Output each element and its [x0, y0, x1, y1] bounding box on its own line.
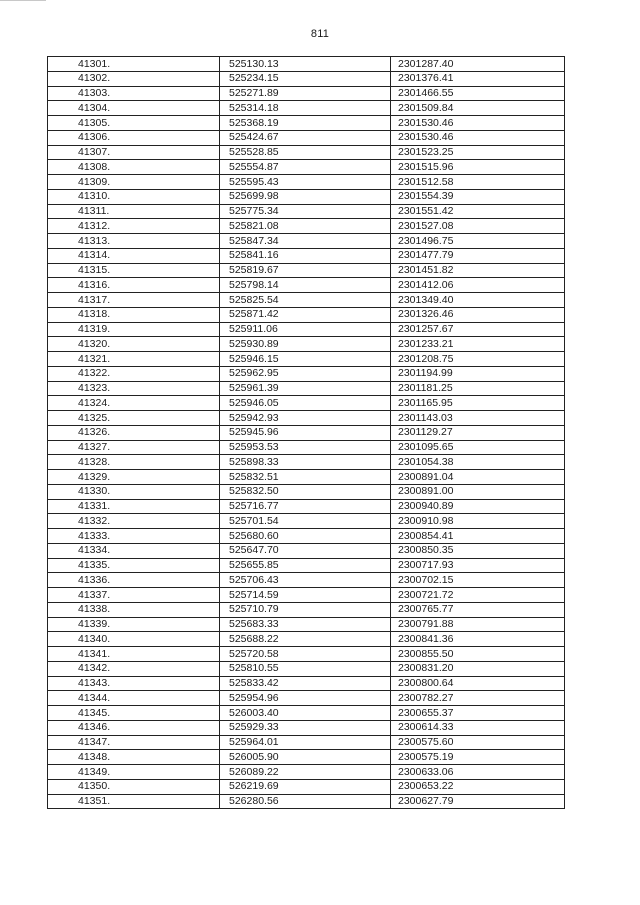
x-coordinate-cell: 526089.22 [220, 765, 391, 780]
page-number: 811 [310, 28, 330, 40]
point-number-cell: 41305. [48, 116, 220, 131]
x-coordinate-cell: 526003.40 [220, 706, 391, 721]
x-coordinate-cell: 525821.08 [220, 219, 391, 234]
y-coordinate-cell: 2301523.25 [391, 145, 565, 160]
point-number-cell: 41351. [48, 794, 220, 809]
x-coordinate-cell: 525720.58 [220, 647, 391, 662]
y-coordinate-cell: 2301466.55 [391, 86, 565, 101]
y-coordinate-cell: 2301512.58 [391, 175, 565, 190]
y-coordinate-cell: 2300891.04 [391, 470, 565, 485]
table-row [48, 101, 565, 116]
point-number-cell: 41314. [48, 248, 220, 263]
point-number-cell: 41336. [48, 573, 220, 588]
point-number-cell: 41308. [48, 160, 220, 175]
table-row [48, 499, 565, 514]
x-coordinate-cell: 525680.60 [220, 529, 391, 544]
point-number-cell: 41337. [48, 588, 220, 603]
point-number-cell: 41332. [48, 514, 220, 529]
table-row [48, 425, 565, 440]
point-number-cell: 41306. [48, 130, 220, 145]
x-coordinate-cell: 525810.55 [220, 661, 391, 676]
table-row [48, 676, 565, 691]
x-coordinate-cell: 526219.69 [220, 779, 391, 794]
point-number-cell: 41331. [48, 499, 220, 514]
table-row [48, 248, 565, 263]
y-coordinate-cell: 2301287.40 [391, 57, 565, 72]
table-row [48, 160, 565, 175]
y-coordinate-cell: 2301551.42 [391, 204, 565, 219]
point-number-cell: 41318. [48, 307, 220, 322]
x-coordinate-cell: 525946.15 [220, 352, 391, 367]
x-coordinate-cell: 525706.43 [220, 573, 391, 588]
table-row [48, 720, 565, 735]
point-number-cell: 41343. [48, 676, 220, 691]
point-number-cell: 41338. [48, 602, 220, 617]
coordinate-table [47, 56, 565, 809]
y-coordinate-cell: 2300855.50 [391, 647, 565, 662]
point-number-cell: 41335. [48, 558, 220, 573]
point-number-cell: 41317. [48, 293, 220, 308]
x-coordinate-cell: 525699.98 [220, 189, 391, 204]
table-row [48, 116, 565, 131]
table-row [48, 381, 565, 396]
x-coordinate-cell: 525424.67 [220, 130, 391, 145]
table-row [48, 189, 565, 204]
point-number-cell: 41311. [48, 204, 220, 219]
point-number-cell: 41330. [48, 484, 220, 499]
table-row [48, 632, 565, 647]
x-coordinate-cell: 525683.33 [220, 617, 391, 632]
y-coordinate-cell: 2300633.06 [391, 765, 565, 780]
table-row [48, 366, 565, 381]
x-coordinate-cell: 525714.59 [220, 588, 391, 603]
point-number-cell: 41324. [48, 396, 220, 411]
x-coordinate-cell: 525130.13 [220, 57, 391, 72]
table-row [48, 130, 565, 145]
y-coordinate-cell: 2301554.39 [391, 189, 565, 204]
x-coordinate-cell: 525271.89 [220, 86, 391, 101]
point-number-cell: 41346. [48, 720, 220, 735]
y-coordinate-cell: 2300910.98 [391, 514, 565, 529]
x-coordinate-cell: 525775.34 [220, 204, 391, 219]
point-number-cell: 41340. [48, 632, 220, 647]
x-coordinate-cell: 525314.18 [220, 101, 391, 116]
point-number-cell: 41345. [48, 706, 220, 721]
y-coordinate-cell: 2300575.60 [391, 735, 565, 750]
x-coordinate-cell: 525954.96 [220, 691, 391, 706]
y-coordinate-cell: 2301194.99 [391, 366, 565, 381]
x-coordinate-cell: 525825.54 [220, 293, 391, 308]
point-number-cell: 41350. [48, 779, 220, 794]
y-coordinate-cell: 2301515.96 [391, 160, 565, 175]
table-row [48, 175, 565, 190]
table-row [48, 455, 565, 470]
x-coordinate-cell: 525945.96 [220, 425, 391, 440]
y-coordinate-cell: 2301509.84 [391, 101, 565, 116]
point-number-cell: 41321. [48, 352, 220, 367]
x-coordinate-cell: 525701.54 [220, 514, 391, 529]
y-coordinate-cell: 2301349.40 [391, 293, 565, 308]
table-row [48, 322, 565, 337]
y-coordinate-cell: 2301412.06 [391, 278, 565, 293]
point-number-cell: 41349. [48, 765, 220, 780]
y-coordinate-cell: 2300702.15 [391, 573, 565, 588]
x-coordinate-cell: 525929.33 [220, 720, 391, 735]
y-coordinate-cell: 2301208.75 [391, 352, 565, 367]
table-row [48, 57, 565, 72]
scan-edge-mark [0, 0, 46, 7]
table-row [48, 794, 565, 809]
table-row [48, 765, 565, 780]
y-coordinate-cell: 2300841.36 [391, 632, 565, 647]
point-number-cell: 41327. [48, 440, 220, 455]
y-coordinate-cell: 2301095.65 [391, 440, 565, 455]
table-row [48, 543, 565, 558]
x-coordinate-cell: 525716.77 [220, 499, 391, 514]
table-row [48, 706, 565, 721]
point-number-cell: 41341. [48, 647, 220, 662]
y-coordinate-cell: 2300717.93 [391, 558, 565, 573]
y-coordinate-cell: 2300575.19 [391, 750, 565, 765]
y-coordinate-cell: 2300614.33 [391, 720, 565, 735]
x-coordinate-cell: 526280.56 [220, 794, 391, 809]
y-coordinate-cell: 2300721.72 [391, 588, 565, 603]
x-coordinate-cell: 525798.14 [220, 278, 391, 293]
y-coordinate-cell: 2301477.79 [391, 248, 565, 263]
point-number-cell: 41313. [48, 234, 220, 249]
y-coordinate-cell: 2301233.21 [391, 337, 565, 352]
point-number-cell: 41339. [48, 617, 220, 632]
y-coordinate-cell: 2301496.75 [391, 234, 565, 249]
table-row [48, 337, 565, 352]
y-coordinate-cell: 2301143.03 [391, 411, 565, 426]
table-row [48, 750, 565, 765]
y-coordinate-cell: 2301165.95 [391, 396, 565, 411]
table-row [48, 263, 565, 278]
y-coordinate-cell: 2301451.82 [391, 263, 565, 278]
y-coordinate-cell: 2301181.25 [391, 381, 565, 396]
y-coordinate-cell: 2300831.20 [391, 661, 565, 676]
table-row [48, 307, 565, 322]
x-coordinate-cell: 525964.01 [220, 735, 391, 750]
table-row [48, 602, 565, 617]
point-number-cell: 41304. [48, 101, 220, 116]
x-coordinate-cell: 525368.19 [220, 116, 391, 131]
x-coordinate-cell: 525930.89 [220, 337, 391, 352]
point-number-cell: 41325. [48, 411, 220, 426]
x-coordinate-cell: 525942.93 [220, 411, 391, 426]
y-coordinate-cell: 2301054.38 [391, 455, 565, 470]
table-row [48, 86, 565, 101]
point-number-cell: 41312. [48, 219, 220, 234]
x-coordinate-cell: 525528.85 [220, 145, 391, 160]
y-coordinate-cell: 2300765.77 [391, 602, 565, 617]
x-coordinate-cell: 525847.34 [220, 234, 391, 249]
y-coordinate-cell: 2300800.64 [391, 676, 565, 691]
point-number-cell: 41307. [48, 145, 220, 160]
point-number-cell: 41302. [48, 71, 220, 86]
point-number-cell: 41316. [48, 278, 220, 293]
table-row [48, 573, 565, 588]
y-coordinate-cell: 2300782.27 [391, 691, 565, 706]
x-coordinate-cell: 525832.51 [220, 470, 391, 485]
coordinate-table-body [48, 57, 565, 809]
x-coordinate-cell: 525595.43 [220, 175, 391, 190]
point-number-cell: 41309. [48, 175, 220, 190]
table-row [48, 234, 565, 249]
point-number-cell: 41334. [48, 543, 220, 558]
table-row [48, 661, 565, 676]
table-row [48, 293, 565, 308]
x-coordinate-cell: 525832.50 [220, 484, 391, 499]
point-number-cell: 41323. [48, 381, 220, 396]
point-number-cell: 41319. [48, 322, 220, 337]
point-number-cell: 41348. [48, 750, 220, 765]
table-row [48, 617, 565, 632]
table-row [48, 691, 565, 706]
point-number-cell: 41333. [48, 529, 220, 544]
y-coordinate-cell: 2300655.37 [391, 706, 565, 721]
table-row [48, 735, 565, 750]
y-coordinate-cell: 2301530.46 [391, 130, 565, 145]
table-row [48, 396, 565, 411]
table-row [48, 558, 565, 573]
table-row [48, 440, 565, 455]
point-number-cell: 41315. [48, 263, 220, 278]
table-row [48, 411, 565, 426]
x-coordinate-cell: 526005.90 [220, 750, 391, 765]
y-coordinate-cell: 2301376.41 [391, 71, 565, 86]
table-row [48, 145, 565, 160]
point-number-cell: 41342. [48, 661, 220, 676]
table-row [48, 204, 565, 219]
point-number-cell: 41344. [48, 691, 220, 706]
x-coordinate-cell: 525688.22 [220, 632, 391, 647]
table-row [48, 529, 565, 544]
x-coordinate-cell: 525962.95 [220, 366, 391, 381]
x-coordinate-cell: 525911.06 [220, 322, 391, 337]
table-row [48, 352, 565, 367]
y-coordinate-cell: 2300854.41 [391, 529, 565, 544]
table-row [48, 484, 565, 499]
y-coordinate-cell: 2301530.46 [391, 116, 565, 131]
y-coordinate-cell: 2301257.67 [391, 322, 565, 337]
x-coordinate-cell: 525655.85 [220, 558, 391, 573]
table-row [48, 779, 565, 794]
y-coordinate-cell: 2301326.46 [391, 307, 565, 322]
y-coordinate-cell: 2301129.27 [391, 425, 565, 440]
x-coordinate-cell: 525961.39 [220, 381, 391, 396]
x-coordinate-cell: 525841.16 [220, 248, 391, 263]
y-coordinate-cell: 2300653.22 [391, 779, 565, 794]
point-number-cell: 41310. [48, 189, 220, 204]
point-number-cell: 41322. [48, 366, 220, 381]
table-row [48, 278, 565, 293]
point-number-cell: 41320. [48, 337, 220, 352]
x-coordinate-cell: 525234.15 [220, 71, 391, 86]
point-number-cell: 41301. [48, 57, 220, 72]
point-number-cell: 41328. [48, 455, 220, 470]
x-coordinate-cell: 525819.67 [220, 263, 391, 278]
x-coordinate-cell: 525946.05 [220, 396, 391, 411]
table-row [48, 588, 565, 603]
x-coordinate-cell: 525833.42 [220, 676, 391, 691]
table-row [48, 514, 565, 529]
y-coordinate-cell: 2300940.89 [391, 499, 565, 514]
point-number-cell: 41303. [48, 86, 220, 101]
table-row [48, 219, 565, 234]
y-coordinate-cell: 2300627.79 [391, 794, 565, 809]
x-coordinate-cell: 525710.79 [220, 602, 391, 617]
x-coordinate-cell: 525554.87 [220, 160, 391, 175]
table-row [48, 470, 565, 485]
point-number-cell: 41329. [48, 470, 220, 485]
table-row [48, 647, 565, 662]
y-coordinate-cell: 2300791.88 [391, 617, 565, 632]
x-coordinate-cell: 525898.33 [220, 455, 391, 470]
table-row [48, 71, 565, 86]
y-coordinate-cell: 2301527.08 [391, 219, 565, 234]
x-coordinate-cell: 525953.53 [220, 440, 391, 455]
point-number-cell: 41347. [48, 735, 220, 750]
x-coordinate-cell: 525647.70 [220, 543, 391, 558]
y-coordinate-cell: 2300850.35 [391, 543, 565, 558]
x-coordinate-cell: 525871.42 [220, 307, 391, 322]
point-number-cell: 41326. [48, 425, 220, 440]
y-coordinate-cell: 2300891.00 [391, 484, 565, 499]
